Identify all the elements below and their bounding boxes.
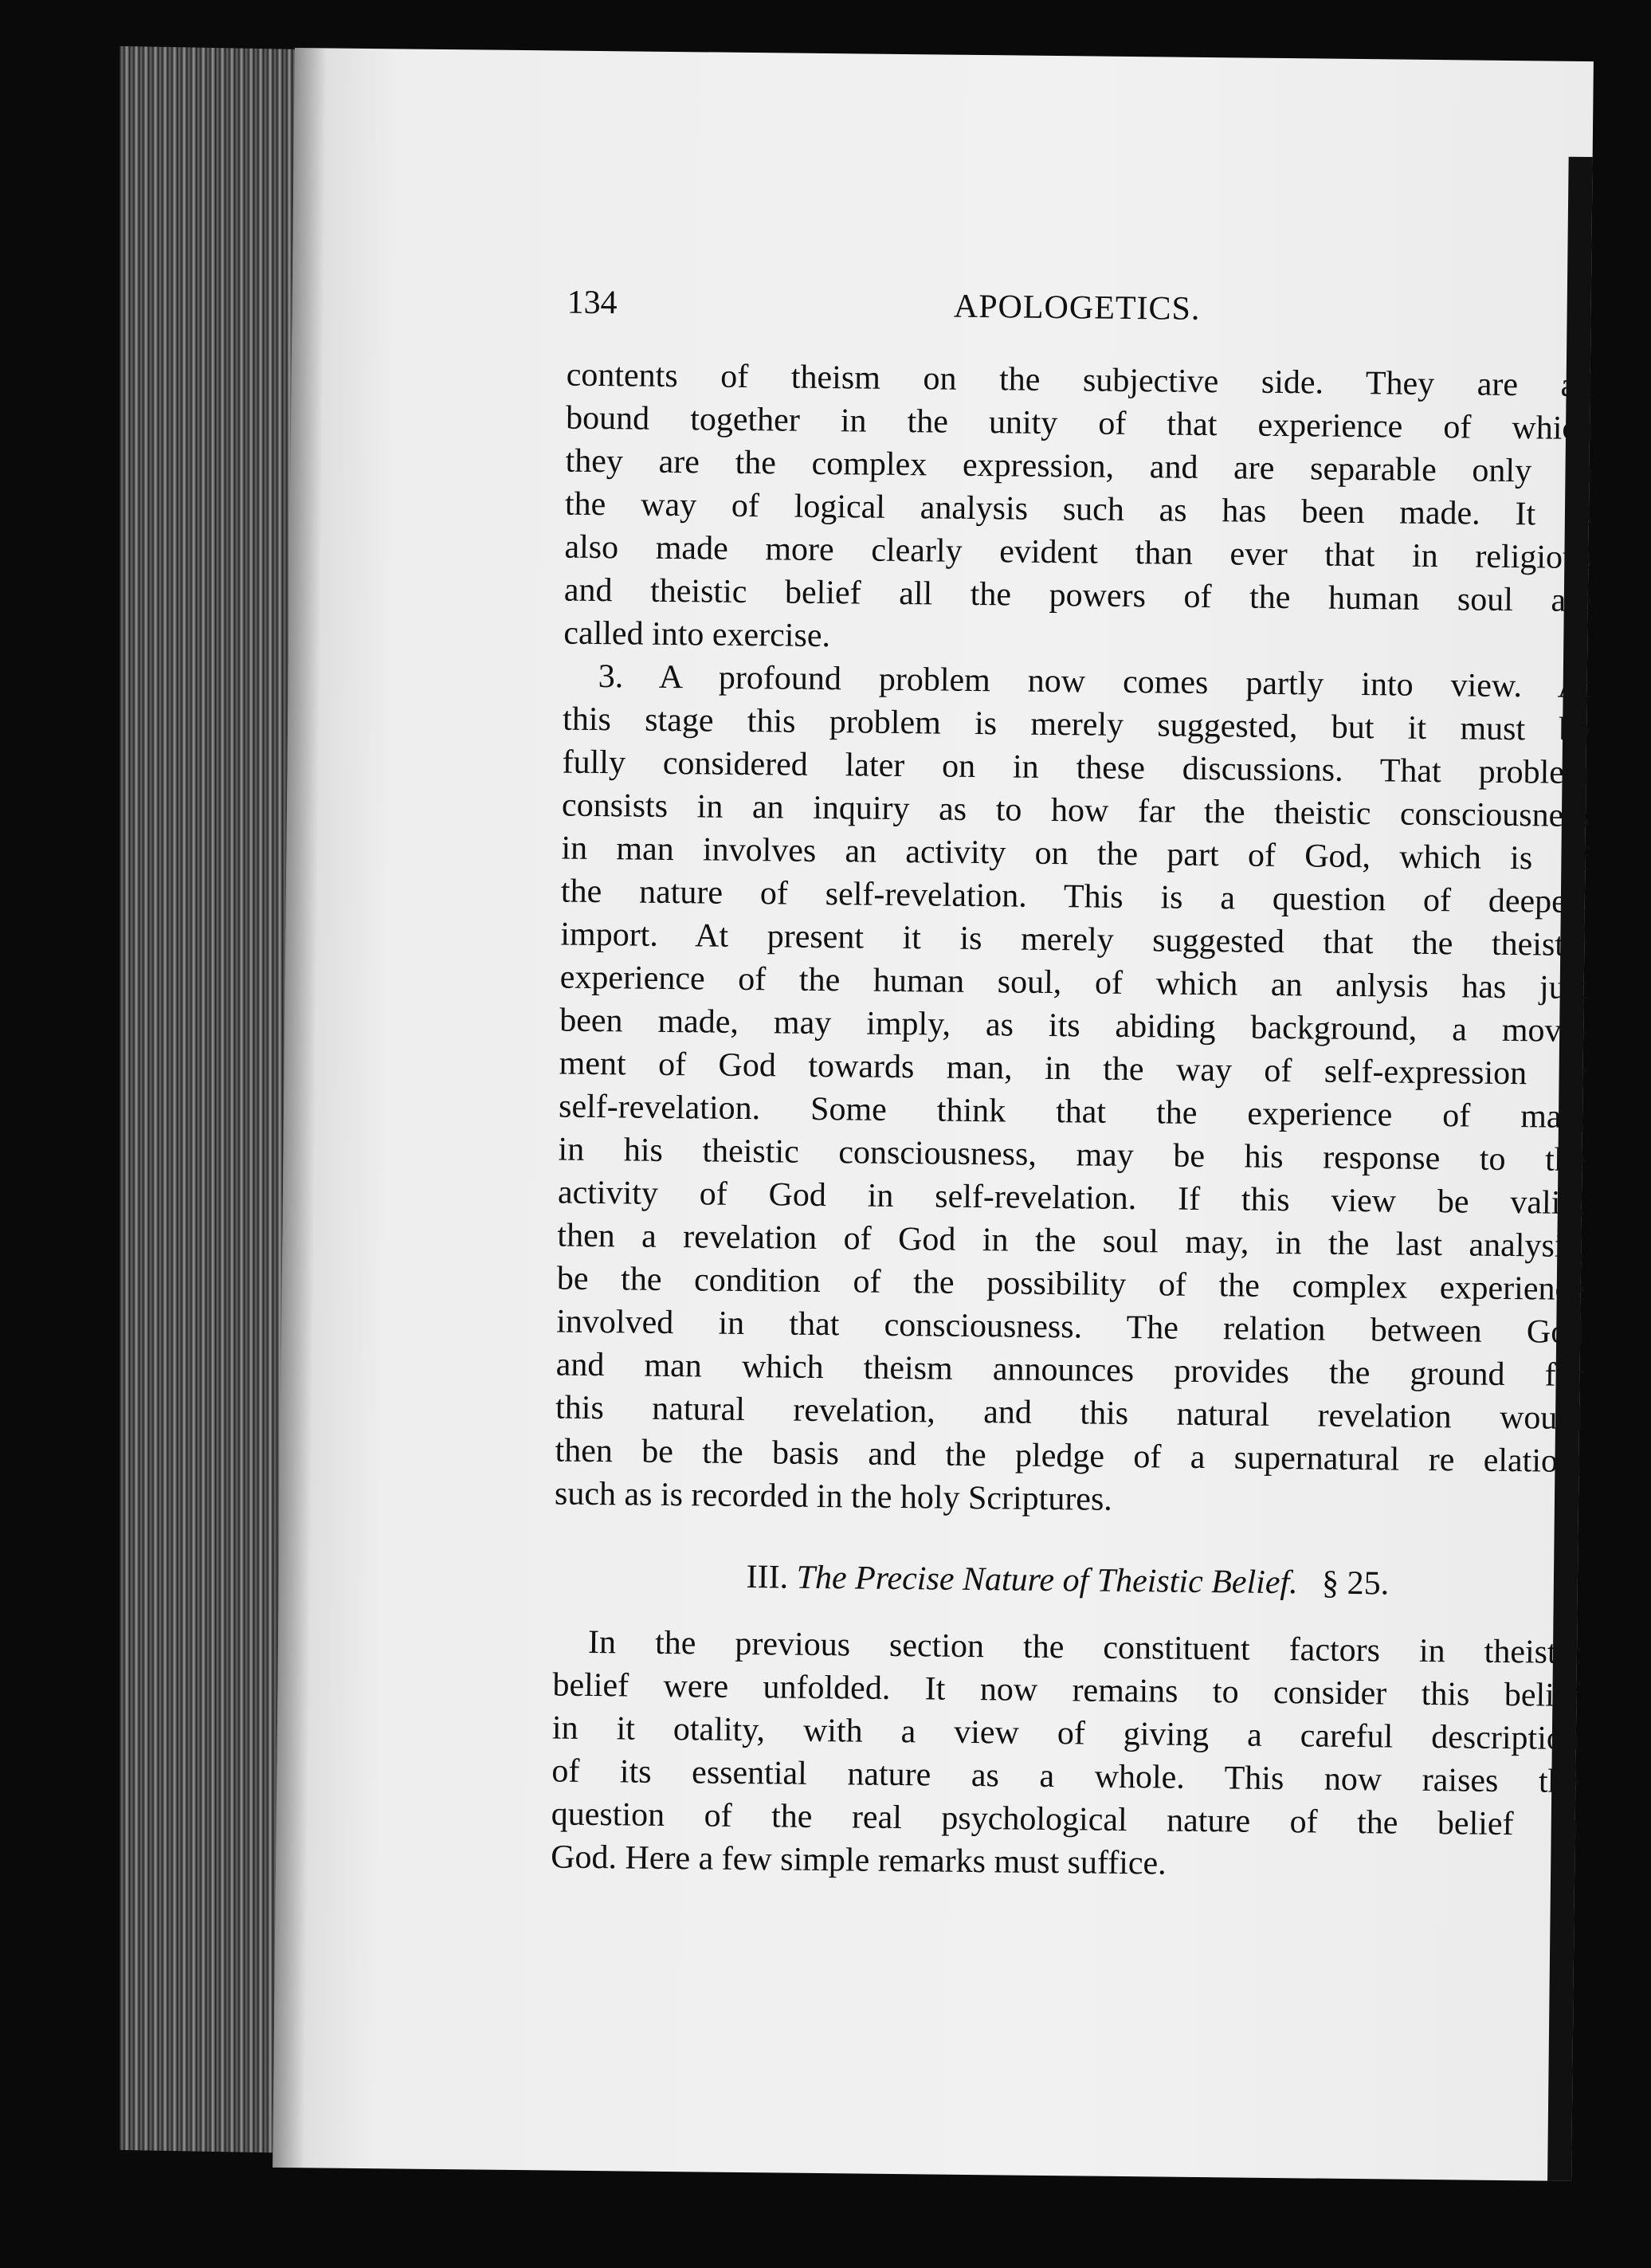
section-heading-number: III.: [746, 1559, 789, 1596]
text-line: fully considered later on in these discussions. That problem: [562, 744, 1590, 792]
book-page: [273, 48, 1594, 2181]
text-line: such as is recorded in the holy Scriptures.: [554, 1475, 1113, 1518]
text-line: in his theistic consciousness, may be his response to the: [558, 1131, 1586, 1179]
text-line: this natural revelation, and this natural revelation would: [555, 1389, 1584, 1438]
text-line: involved in that consciousness. The relation between God: [556, 1303, 1585, 1352]
text-line: the way of logical analysis such as has been made. It is: [564, 485, 1594, 534]
text-line: then a revelation of God in the soul may, in the last analysis,: [557, 1217, 1586, 1265]
text-line: contents of theism on the subjective side. They are all: [566, 356, 1594, 405]
text-line: God. Here a few simple remarks must suffice.: [551, 1838, 1167, 1882]
text-line: the nature of self-revelation. This is a question of deepest: [560, 873, 1590, 921]
text-line: of its essential nature as a whole. This now raises the: [551, 1752, 1580, 1801]
paragraph-1: [563, 354, 1594, 665]
text-line: bound together in the unity of that experience of which: [565, 399, 1594, 448]
section-heading: [554, 1554, 1582, 1608]
text-line: belief were unfolded. It now remains to consider this belief: [552, 1666, 1581, 1715]
text-line: and man which theism announces provides the ground for: [555, 1346, 1584, 1395]
paragraph-3: [551, 1621, 1581, 1889]
text-line: then be the basis and the pledge of a supernatural re elation,: [555, 1432, 1583, 1481]
section-heading-title: The Precise Nature of Theistic Belief.: [796, 1559, 1298, 1602]
text-line: and theistic belief all the powers of the human soul are: [563, 571, 1593, 620]
page-number: 134: [567, 284, 618, 322]
text-line: in man involves an activity on the part of God, which is of: [561, 830, 1590, 878]
text-line: be the condition of the possibility of the complex experience: [556, 1260, 1586, 1309]
text-line: In the previous section the constituent factors in theistic: [587, 1623, 1582, 1672]
text-line: question of the real psychological nature of the belief in: [551, 1795, 1579, 1843]
text-line: been made, may imply, as its abiding background, a move-: [559, 1002, 1588, 1050]
text-line: consists in an inquiry as to how far the theistic consciousness: [561, 787, 1590, 835]
text-line: ment of God towards man, in the way of self-expression or: [559, 1045, 1587, 1093]
text-line: called into exercise.: [563, 614, 831, 655]
text-line: this stage this problem is merely suggested, but it must be: [562, 700, 1591, 749]
page-header: [567, 284, 1587, 350]
section-heading-marker: § 25.: [1321, 1564, 1390, 1603]
text-line: 3. A profound problem now comes partly into view. At: [598, 658, 1591, 706]
running-head: APOLOGETICS.: [953, 288, 1201, 328]
text-line: import. At present it is merely suggested that the theistic: [560, 916, 1589, 964]
text-line: also made more clearly evident than ever that in religious: [564, 528, 1593, 577]
text-line: they are the complex expression, and are separable only in: [565, 442, 1594, 491]
paragraph-2: [555, 655, 1591, 1526]
page-body: [551, 354, 1594, 1889]
text-line: activity of God in self-revelation. If this view be valid,: [557, 1174, 1586, 1222]
text-line: self-revelation. Some think that the experience of man,: [558, 1088, 1587, 1136]
text-line: experience of the human soul, of which an anlysis has just: [559, 959, 1588, 1007]
text-line: in it otality, with a view of giving a careful description: [551, 1709, 1581, 1758]
